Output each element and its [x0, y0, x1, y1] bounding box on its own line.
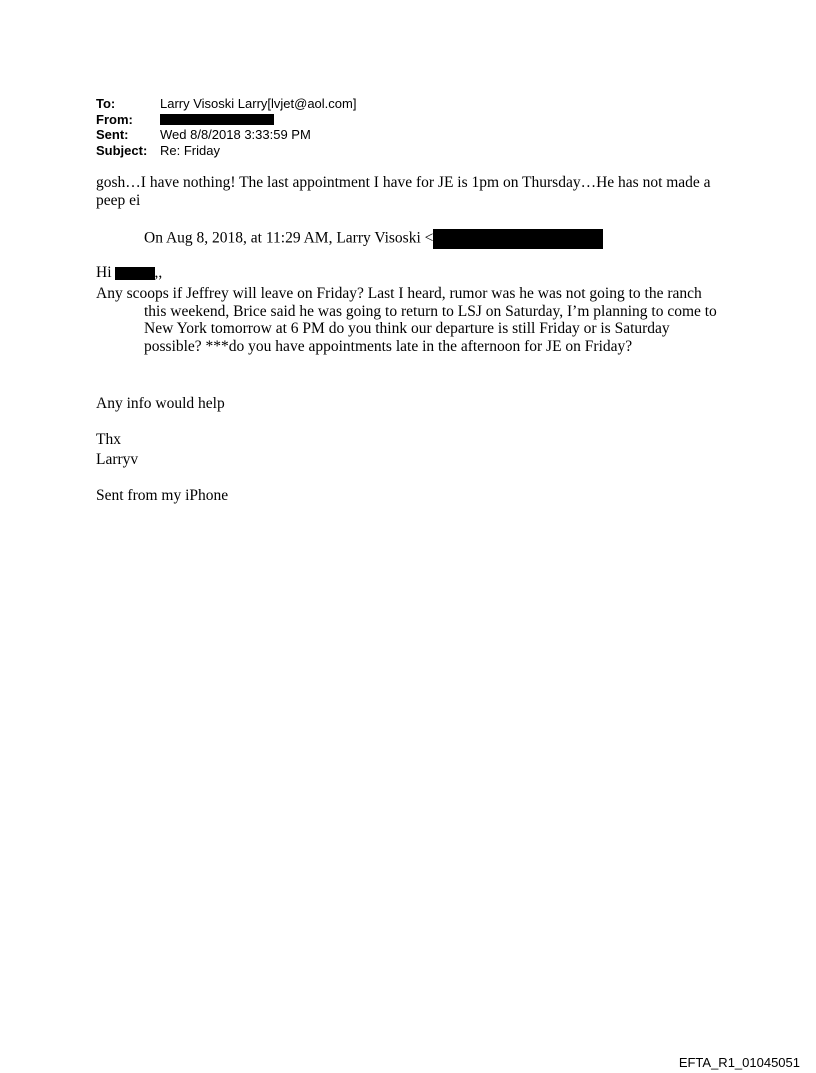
greeting-text: Hi	[96, 264, 112, 281]
from-value	[160, 112, 274, 127]
quoted-thanks: Thx	[96, 431, 121, 448]
to-value: Larry Visoski Larry[lvjet@aol.com]	[160, 96, 357, 111]
redaction-block	[115, 267, 155, 280]
document-id: EFTA_R1_01045051	[678, 1055, 800, 1070]
subject-value: Re: Friday	[160, 142, 220, 158]
greeting-suffix: ,,	[154, 264, 163, 281]
reply-text: gosh…I have nothing! The last appointment I have for JE is 1pm on Thursday…He has not made a peep ei	[96, 174, 711, 209]
from-label: From:	[96, 111, 133, 127]
quoted-intro-text: On Aug 8, 2018, at 11:29 AM, Larry Visoski <	[144, 229, 434, 247]
quoted-line-info: Any info would help	[96, 395, 225, 412]
quoted-signature: Larryv	[96, 451, 139, 468]
redaction-block	[160, 114, 274, 125]
sent-label: Sent:	[96, 127, 129, 142]
subject-label: Subject:	[96, 142, 148, 158]
quoted-greeting	[96, 264, 736, 282]
redaction-block	[433, 229, 603, 249]
to-label: To:	[96, 96, 116, 111]
sent-value: Wed 8/8/2018 3:33:59 PM	[160, 127, 311, 142]
quoted-sent-from: Sent from my iPhone	[96, 487, 229, 504]
quoted-paragraph: Any scoops if Jeffrey will leave on Friday? Last I heard, rumor was he was not going to the ranch this weekend, Brice said he was going to return to LSJ on Saturday, I’m planning to come to New York tomorrow at 6 PM do you think our departure is still Friday or is Saturday possible? ***do you have appointments late in the afternoon for JE on Friday?	[96, 285, 717, 355]
quoted-intro	[96, 229, 784, 249]
